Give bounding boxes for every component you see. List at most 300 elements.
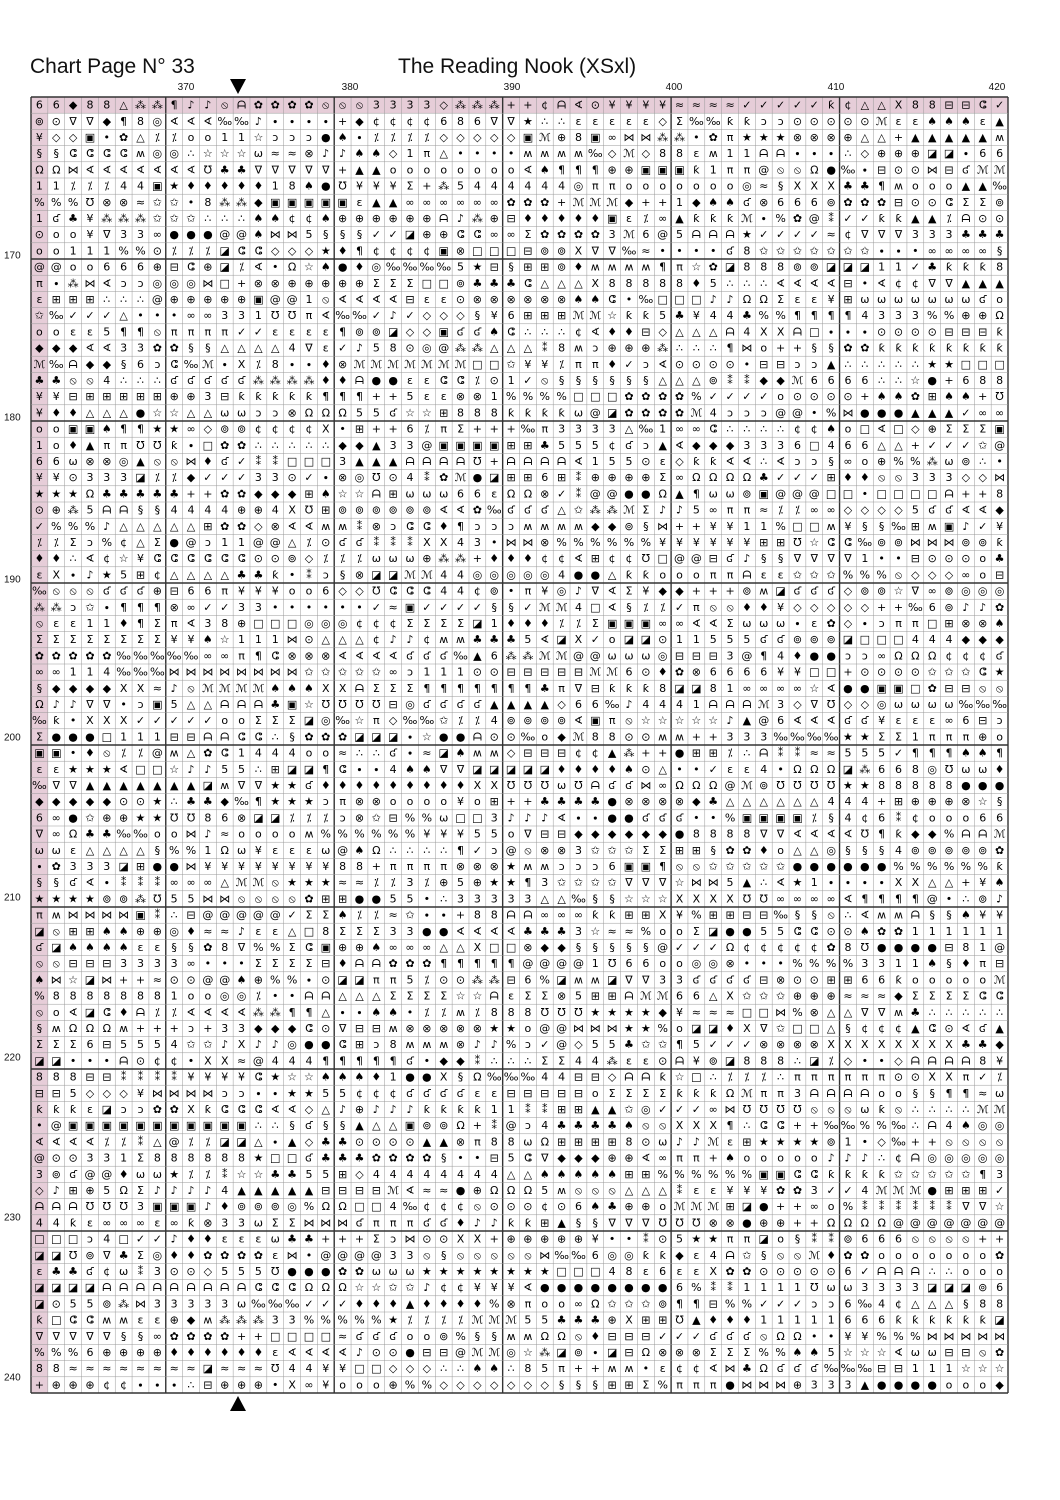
- chart-symbol: ℧: [860, 941, 870, 954]
- chart-symbol: ⊙: [186, 1265, 196, 1278]
- chart-symbol: 3: [457, 892, 465, 906]
- chart-symbol: ʛ: [355, 1216, 364, 1230]
- chart-symbol: o: [962, 1378, 970, 1392]
- chart-symbol: 1: [709, 163, 717, 177]
- chart-symbol: 4: [305, 1054, 313, 1068]
- chart-symbol: ♣: [85, 827, 95, 841]
- chart-symbol: Σ: [406, 179, 414, 193]
- chart-symbol: ✿: [203, 746, 213, 760]
- chart-symbol: ⁑: [727, 1281, 733, 1295]
- chart-symbol: ⊟: [51, 1086, 61, 1100]
- chart-symbol: @: [202, 973, 214, 987]
- chart-symbol: ‰: [149, 649, 165, 663]
- chart-symbol: ◎: [573, 179, 584, 193]
- chart-symbol: ¥: [541, 357, 549, 371]
- chart-symbol: 1: [221, 131, 229, 144]
- chart-symbol: ●: [354, 892, 365, 906]
- chart-symbol: ⊞: [270, 762, 280, 776]
- chart-symbol: ɔ: [305, 131, 312, 144]
- chart-symbol: △: [338, 633, 347, 647]
- chart-symbol: X: [675, 1119, 684, 1133]
- chart-symbol: ʍ: [927, 519, 937, 533]
- chart-symbol: ⊚: [978, 892, 988, 906]
- chart-symbol: π: [844, 1070, 852, 1084]
- chart-symbol: ▣: [152, 698, 163, 711]
- chart-symbol: ♣: [270, 698, 281, 711]
- chart-symbol: 6: [440, 114, 448, 128]
- chart-symbol: π: [912, 617, 919, 630]
- chart-symbol: ▲: [860, 1378, 870, 1392]
- chart-symbol: ★: [607, 1005, 618, 1019]
- chart-symbol: π: [810, 1070, 818, 1084]
- chart-symbol: ∢: [287, 519, 297, 533]
- chart-symbol: ∞: [51, 827, 61, 841]
- chart-symbol: o: [979, 568, 987, 582]
- chart-symbol: ᗩ: [540, 455, 550, 468]
- chart-symbol: ♠: [270, 681, 281, 695]
- chart-symbol: ‰: [520, 422, 536, 436]
- chart-symbol: ⊚: [388, 503, 398, 517]
- chart-symbol: ♠: [421, 762, 432, 776]
- chart-symbol: ⁒: [171, 131, 177, 144]
- chart-symbol: ◎: [186, 276, 196, 290]
- chart-symbol: ⊗: [641, 795, 651, 809]
- chart-symbol: 6: [574, 698, 582, 711]
- chart-symbol: ⁂: [539, 1346, 551, 1359]
- chart-symbol: ◪: [387, 568, 399, 582]
- chart-symbol: ⊟: [994, 957, 1005, 971]
- chart-symbol: ▲: [995, 276, 1004, 290]
- chart-symbol: ★: [34, 487, 45, 501]
- chart-symbol: ◆: [927, 827, 937, 841]
- chart-symbol: ◆: [439, 1054, 448, 1068]
- chart-symbol: @: [50, 1119, 62, 1133]
- chart-symbol: ◇: [203, 422, 213, 436]
- chart-symbol: 3: [793, 1086, 801, 1100]
- chart-symbol: ≈: [85, 1362, 95, 1376]
- chart-symbol: ♣: [607, 1200, 618, 1214]
- chart-symbol: π: [373, 1216, 380, 1230]
- chart-symbol: ƙ: [608, 908, 616, 922]
- chart-symbol: +: [674, 519, 685, 533]
- chart-symbol: ℧: [321, 698, 330, 711]
- chart-symbol: ✩: [354, 665, 365, 679]
- chart-symbol: ●: [304, 1038, 314, 1052]
- chart-symbol: ⊗: [557, 843, 567, 857]
- chart-symbol: ⋈: [101, 908, 113, 922]
- chart-symbol: ʍ: [624, 1362, 634, 1376]
- chart-symbol: ♦: [725, 1022, 735, 1035]
- chart-symbol: ∇: [625, 973, 633, 987]
- chart-symbol: ⊚: [573, 1346, 584, 1359]
- chart-symbol: ●: [624, 487, 634, 501]
- chart-symbol: ⊗: [725, 1216, 735, 1230]
- chart-symbol: 5: [911, 503, 919, 517]
- chart-symbol: ♪: [827, 1151, 835, 1165]
- chart-symbol: ⋈: [926, 536, 938, 549]
- chart-symbol: Ω: [119, 1184, 128, 1197]
- chart-symbol: ∇: [440, 762, 448, 776]
- chart-symbol: ⊙: [641, 762, 651, 776]
- chart-symbol: 1: [406, 147, 414, 161]
- chart-symbol: ∴: [423, 843, 431, 857]
- chart-symbol: ᗩ: [927, 1119, 937, 1133]
- chart-symbol: ℧: [860, 827, 870, 841]
- chart-symbol: ∇: [271, 163, 279, 177]
- chart-symbol: @: [556, 1022, 568, 1035]
- chart-symbol: ¢: [103, 1265, 111, 1278]
- chart-symbol: ᗩ: [961, 827, 971, 841]
- chart-symbol: ★: [287, 779, 298, 792]
- chart-symbol: ⊞: [304, 487, 314, 501]
- chart-symbol: @: [438, 341, 450, 355]
- chart-symbol: §: [609, 374, 615, 387]
- chart-symbol: 6: [103, 260, 111, 274]
- chart-symbol: ⦸: [979, 1346, 987, 1359]
- chart-symbol: ⊕: [927, 422, 937, 436]
- chart-symbol: ⋈: [505, 536, 517, 549]
- chart-symbol: ♪: [406, 633, 414, 647]
- chart-symbol: ▲: [136, 455, 145, 468]
- chart-symbol: •: [878, 1054, 885, 1068]
- chart-symbol: +: [573, 1362, 584, 1376]
- chart-symbol: ∴: [726, 422, 734, 436]
- chart-symbol: ℧: [742, 1103, 752, 1116]
- chart-symbol: ▣: [84, 422, 96, 436]
- chart-symbol: ⊞: [843, 973, 853, 987]
- chart-symbol: Ω: [540, 1329, 549, 1343]
- chart-symbol: ☆: [337, 487, 348, 501]
- chart-symbol: ¥: [760, 1184, 768, 1197]
- chart-symbol: ¶: [339, 1054, 347, 1068]
- chart-symbol: %: [34, 989, 45, 1003]
- chart-symbol: 8: [490, 1135, 498, 1149]
- chart-symbol: +: [472, 552, 482, 566]
- chart-symbol: ʛ: [928, 503, 937, 517]
- chart-symbol: Σ: [777, 293, 785, 306]
- chart-symbol: ●: [472, 471, 483, 485]
- chart-symbol: +: [489, 1232, 499, 1246]
- chart-symbol: ◆: [186, 471, 196, 485]
- chart-symbol: ⊞: [961, 1184, 971, 1197]
- chart-symbol: ♠: [624, 1119, 634, 1133]
- chart-symbol: ⊟: [523, 746, 533, 760]
- chart-symbol: ✩: [775, 244, 786, 258]
- chart-symbol: ƙ: [693, 1086, 700, 1100]
- chart-symbol: ☆: [455, 989, 466, 1003]
- chart-symbol: ♦: [573, 762, 584, 776]
- chart-symbol: ⊙: [893, 665, 904, 679]
- chart-symbol: o: [911, 973, 919, 987]
- chart-symbol: ℧: [540, 1005, 549, 1019]
- chart-symbol: ♦: [186, 1248, 196, 1262]
- chart-symbol: %: [421, 1378, 433, 1392]
- chart-symbol: ⊕: [102, 1346, 112, 1359]
- chart-symbol: ◆: [355, 114, 364, 128]
- chart-symbol: •: [457, 147, 464, 161]
- chart-symbol: ✩: [792, 244, 803, 258]
- chart-symbol: ∇: [69, 114, 77, 128]
- chart-symbol: ℧: [607, 957, 617, 971]
- chart-symbol: @: [84, 1167, 96, 1181]
- chart-symbol: ✩: [573, 503, 584, 517]
- chart-symbol: ✩: [590, 843, 600, 857]
- chart-symbol: ƙ: [979, 260, 986, 274]
- chart-symbol: ‰: [823, 1362, 839, 1376]
- chart-symbol: o: [676, 568, 683, 582]
- chart-symbol: ⵛ: [793, 924, 802, 938]
- chart-symbol: ¥: [288, 860, 296, 873]
- chart-symbol: ◪: [354, 730, 365, 744]
- chart-symbol: ʍ: [405, 1038, 415, 1052]
- chart-symbol: ‰: [183, 649, 199, 663]
- chart-symbol: 4: [52, 1216, 60, 1230]
- chart-symbol: ◇: [506, 131, 516, 144]
- chart-symbol: ɛ: [305, 325, 312, 339]
- chart-symbol: ♠: [304, 681, 314, 695]
- chart-symbol: ◪: [708, 924, 719, 938]
- chart-symbol: ⁒: [205, 1135, 211, 1149]
- chart-symbol: ◇: [473, 131, 482, 144]
- chart-symbol: ℧: [776, 1103, 785, 1116]
- chart-symbol: ∞: [152, 228, 162, 242]
- chart-symbol: 5: [221, 762, 229, 776]
- chart-symbol: ƙ: [507, 406, 515, 420]
- chart-symbol: ⁑: [474, 1054, 481, 1068]
- chart-symbol: ¥: [339, 1362, 347, 1376]
- chart-symbol: ƙ: [945, 260, 953, 274]
- chart-symbol: Ω: [506, 1184, 516, 1197]
- chart-symbol: ♦: [51, 552, 62, 566]
- chart-symbol: 1: [103, 617, 111, 630]
- chart-symbol: ƙ: [996, 860, 1003, 873]
- chart-symbol: ◪: [489, 762, 500, 776]
- chart-symbol: ⊟: [978, 325, 988, 339]
- chart-symbol: ▣: [623, 617, 635, 630]
- chart-symbol: ∞: [658, 1151, 668, 1165]
- chart-symbol: ⊟: [893, 195, 904, 209]
- chart-symbol: +: [725, 584, 735, 598]
- chart-symbol: •: [457, 1151, 464, 1165]
- chart-symbol: ▲: [372, 438, 381, 452]
- chart-symbol: ★: [859, 730, 870, 744]
- chart-symbol: ⊚: [658, 1297, 668, 1311]
- chart-symbol: ℧: [271, 1265, 280, 1278]
- chart-symbol: ℳ: [201, 357, 214, 371]
- chart-symbol: ⁂: [219, 1313, 231, 1327]
- chart-symbol: ⊞: [573, 1135, 584, 1149]
- chart-symbol: □: [489, 941, 500, 954]
- chart-symbol: %: [320, 1313, 332, 1327]
- chart-symbol: ♣: [337, 1135, 348, 1149]
- chart-symbol: ◇: [843, 1054, 853, 1068]
- chart-symbol: 6: [878, 1232, 886, 1246]
- chart-symbol: X: [237, 357, 246, 371]
- chart-symbol: %: [337, 1313, 348, 1327]
- chart-symbol: +: [422, 179, 432, 193]
- chart-symbol: ✩: [961, 1167, 971, 1181]
- chart-symbol: 1: [120, 730, 128, 744]
- chart-symbol: ✩: [641, 1297, 651, 1311]
- chart-symbol: ⁒: [323, 552, 329, 566]
- chart-symbol: ⊕: [186, 390, 196, 404]
- chart-symbol: ⵛ: [473, 228, 482, 242]
- chart-symbol: ◎: [826, 843, 836, 857]
- chart-symbol: +: [523, 795, 533, 809]
- chart-symbol: •: [996, 455, 1003, 468]
- chart-symbol: ‰: [402, 260, 418, 274]
- chart-symbol: 3: [945, 228, 953, 242]
- chart-symbol: ◆: [254, 195, 263, 209]
- chart-symbol: ƙ: [693, 455, 700, 468]
- chart-symbol: ⊟: [354, 1022, 365, 1035]
- chart-symbol: @: [269, 536, 281, 549]
- chart-symbol: ◇: [843, 698, 853, 711]
- chart-symbol: 6: [861, 438, 869, 452]
- chart-symbol: ∞: [809, 503, 819, 517]
- chart-symbol: 4: [861, 1184, 869, 1197]
- chart-symbol: •: [659, 244, 666, 258]
- chart-symbol: ⊟: [220, 390, 230, 404]
- chart-symbol: ⊙: [135, 1054, 146, 1068]
- chart-symbol: Ω: [742, 293, 752, 306]
- chart-symbol: ✓: [759, 228, 769, 242]
- chart-symbol: ⊙: [658, 1232, 668, 1246]
- chart-symbol: Σ: [541, 1054, 549, 1068]
- chart-symbol: ɔ: [491, 519, 498, 533]
- chart-symbol: 4: [372, 1167, 380, 1181]
- chart-symbol: X: [894, 876, 903, 890]
- chart-symbol: ∢: [691, 617, 701, 630]
- chart-symbol: ∙: [827, 147, 835, 161]
- chart-symbol: 6: [642, 228, 650, 242]
- chart-symbol: ⵛ: [810, 924, 819, 938]
- chart-symbol: ♣: [539, 924, 550, 938]
- chart-symbol: ♦: [337, 374, 348, 387]
- chart-symbol: §: [710, 843, 716, 857]
- chart-symbol: o: [170, 827, 178, 841]
- chart-symbol: ∢: [860, 908, 870, 922]
- chart-symbol: ◇: [607, 147, 617, 161]
- chart-symbol: •: [912, 244, 919, 258]
- chart-symbol: 4: [709, 406, 717, 420]
- chart-symbol: ◎: [489, 568, 500, 582]
- chart-symbol: ♣: [34, 374, 45, 387]
- chart-symbol: ʛ: [305, 779, 313, 792]
- chart-symbol: ⵛ: [389, 584, 398, 598]
- chart-symbol: □: [926, 617, 938, 630]
- chart-symbol: ∴: [692, 341, 700, 355]
- chart-symbol: ¢: [574, 325, 582, 339]
- chart-symbol: •: [406, 1005, 414, 1019]
- chart-symbol: 4: [490, 179, 498, 193]
- chart-symbol: ∇: [810, 698, 818, 711]
- chart-symbol: ⁒: [424, 1313, 430, 1327]
- chart-symbol: ∞: [708, 1103, 718, 1116]
- chart-symbol: ⊙: [51, 1151, 61, 1165]
- chart-symbol: ⊙: [944, 1022, 954, 1035]
- chart-symbol: •: [490, 536, 498, 549]
- chart-symbol: 4: [406, 471, 414, 485]
- chart-symbol: ≈: [186, 1362, 196, 1376]
- chart-symbol: ◇: [843, 584, 853, 598]
- chart-symbol: ◪: [825, 260, 837, 274]
- chart-symbol: ɔ: [390, 519, 397, 533]
- chart-symbol: •: [827, 1329, 835, 1343]
- chart-symbol: %: [893, 455, 904, 468]
- chart-symbol: ᗩ: [978, 827, 988, 841]
- chart-symbol: △: [203, 698, 213, 711]
- chart-symbol: Σ: [423, 989, 431, 1003]
- chart-symbol: 3: [271, 1313, 279, 1327]
- chart-symbol: ¢: [406, 244, 414, 258]
- chart-symbol: ◇: [422, 1362, 432, 1376]
- chart-symbol: ✩: [742, 860, 752, 873]
- chart-symbol: ⊙: [34, 228, 45, 242]
- chart-symbol: +: [775, 1200, 786, 1214]
- chart-symbol: π: [305, 309, 313, 323]
- chart-symbol: ʛ: [69, 1167, 78, 1181]
- chart-symbol: 5: [457, 260, 465, 274]
- chart-symbol: ⊕: [439, 228, 449, 242]
- chart-symbol: ◇: [439, 131, 448, 144]
- chart-symbol: ƙ: [608, 681, 616, 695]
- chart-symbol: ▣: [135, 1119, 146, 1133]
- chart-symbol: 3: [120, 957, 128, 971]
- chart-symbol: ⊗: [658, 1346, 668, 1359]
- chart-symbol: ◆: [287, 487, 297, 501]
- chart-symbol: ⊞: [119, 390, 129, 404]
- chart-symbol: ◆: [692, 438, 701, 452]
- chart-symbol: ∞: [489, 195, 499, 209]
- chart-symbol: ◎: [169, 924, 179, 938]
- chart-symbol: ♦: [186, 924, 196, 938]
- chart-symbol: 3: [406, 924, 414, 938]
- chart-symbol: @: [724, 779, 736, 792]
- chart-symbol: △: [523, 1167, 533, 1181]
- chart-symbol: ✓: [523, 374, 533, 387]
- chart-symbol: ɛ: [659, 455, 666, 468]
- chart-symbol: ♠: [489, 1362, 500, 1376]
- chart-symbol: ɛ: [794, 293, 801, 306]
- chart-symbol: ℳ: [471, 1313, 484, 1327]
- chart-symbol: ∇: [86, 114, 94, 128]
- chart-symbol: ♦: [590, 1329, 601, 1343]
- chart-symbol: ◇: [456, 309, 465, 323]
- chart-symbol: ♦: [506, 552, 517, 566]
- chart-symbol: ʛ: [709, 1329, 718, 1343]
- chart-symbol: ⁒: [424, 422, 430, 436]
- chart-symbol: ∢: [540, 633, 550, 647]
- chart-symbol: ⊞: [135, 568, 146, 582]
- chart-symbol: ɔ: [137, 276, 144, 290]
- chart-symbol: ⊕: [152, 260, 162, 274]
- chart-symbol: π: [726, 503, 734, 517]
- chart-symbol: ◎: [556, 584, 567, 598]
- chart-symbol: ⊗: [338, 357, 348, 371]
- chart-symbol: ƙ: [625, 681, 633, 695]
- chart-symbol: ◆: [692, 795, 701, 809]
- chart-symbol: ∞: [658, 779, 668, 792]
- chart-symbol: □: [876, 487, 887, 501]
- chart-symbol: Σ: [69, 1038, 77, 1052]
- chart-symbol: ɛ: [440, 293, 447, 306]
- chart-symbol: ✿: [708, 260, 718, 274]
- chart-symbol: ⋈: [758, 1378, 770, 1392]
- chart-symbol: ℳ: [252, 681, 265, 695]
- chart-symbol: ⊚: [961, 455, 971, 468]
- chart-symbol: ★: [51, 892, 62, 906]
